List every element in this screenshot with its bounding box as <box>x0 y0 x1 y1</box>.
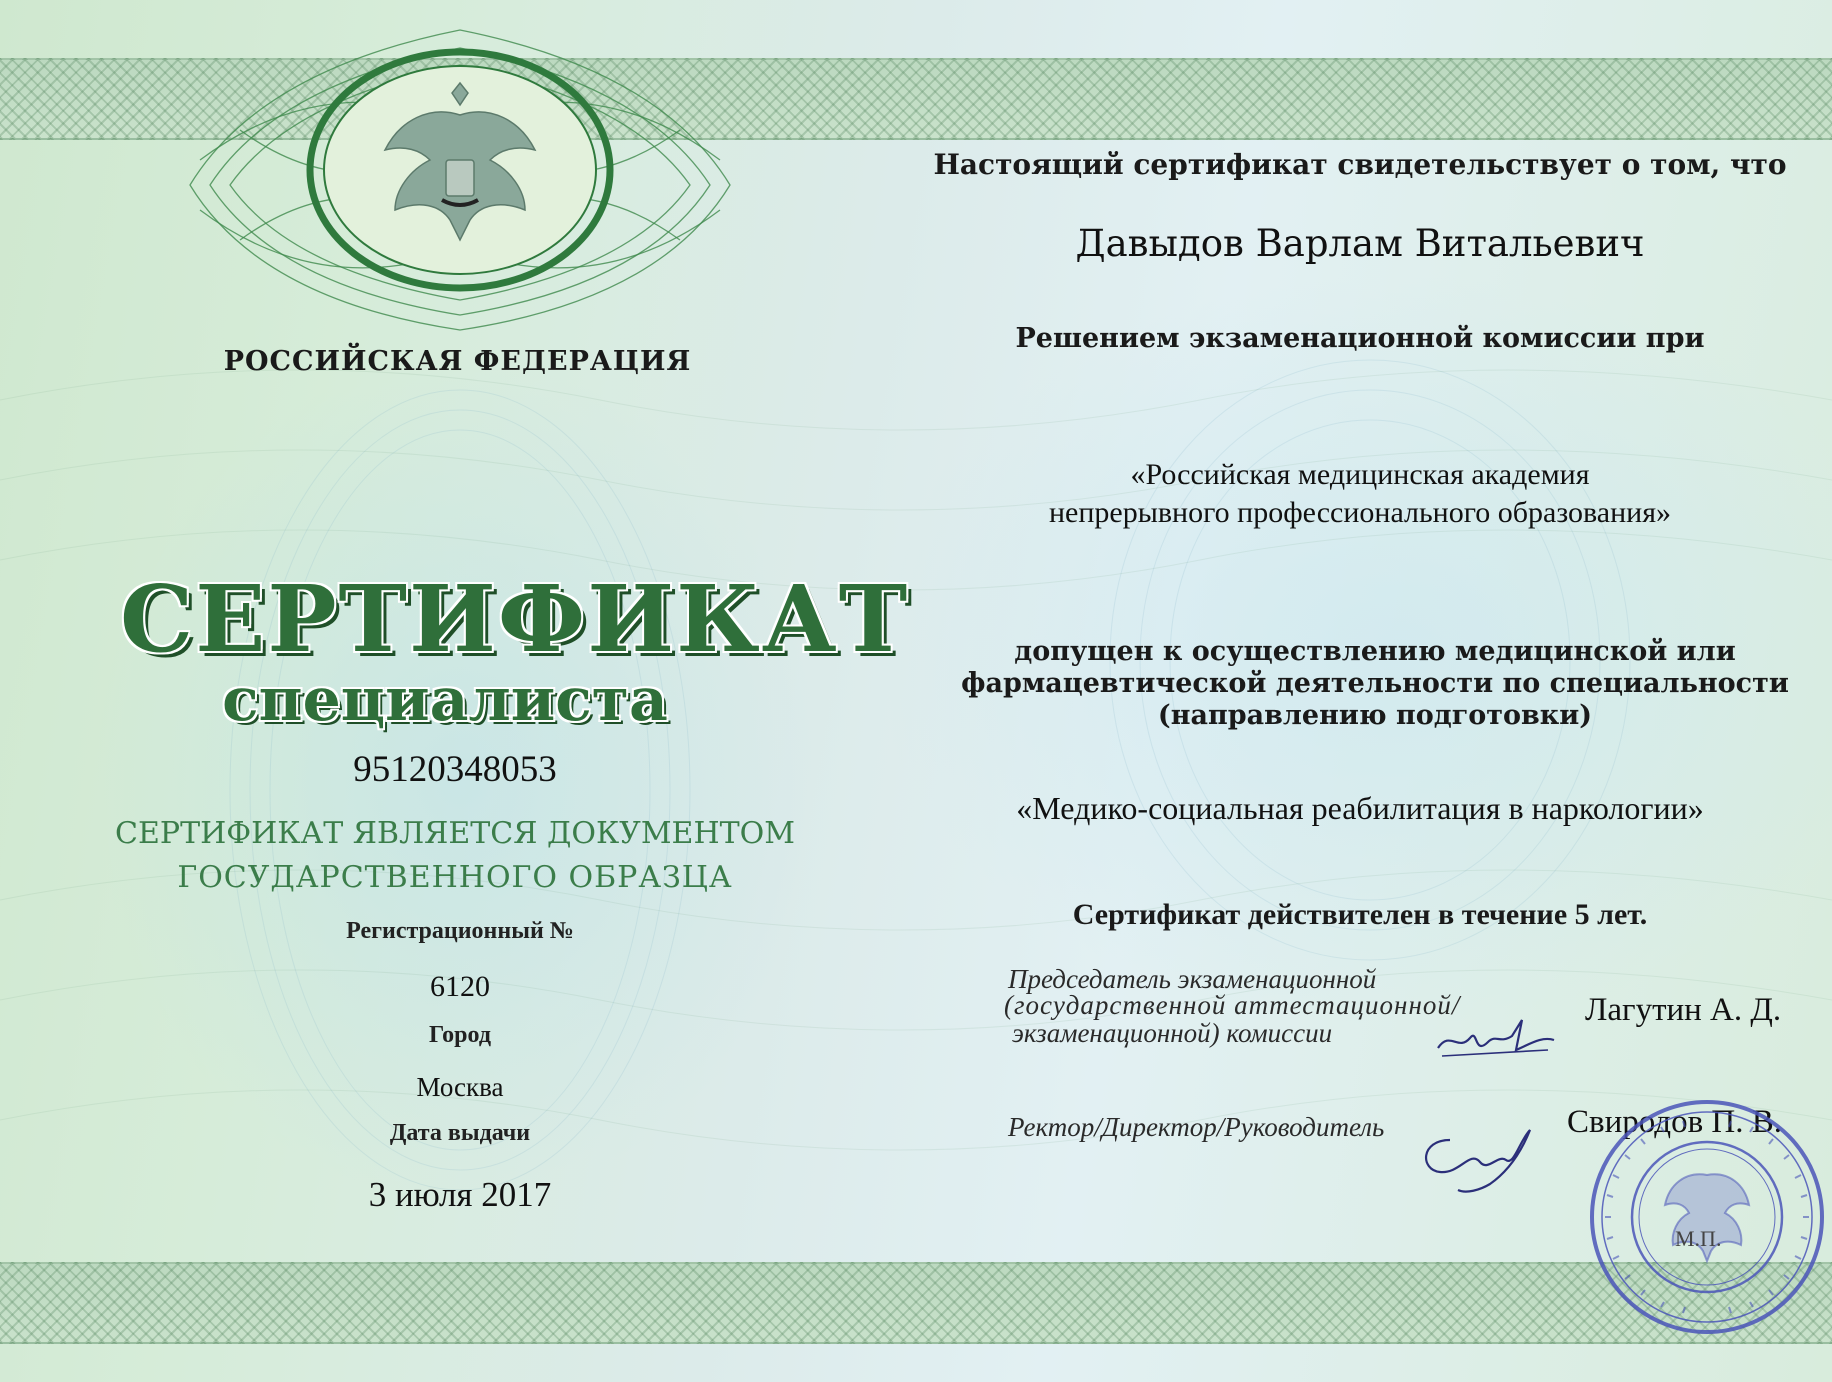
admission-text-line3: (направлению подготовки) <box>1157 700 1593 731</box>
registration-label: Регистрационный № <box>346 918 574 944</box>
city-value: Москва <box>416 1072 504 1102</box>
rector-signature-icon <box>1410 1110 1540 1200</box>
chair-signature-icon <box>1430 1000 1560 1070</box>
commission-decision: Решением экзаменационной комиссии при <box>1015 323 1705 354</box>
registration-number: 6120 <box>430 970 490 1003</box>
seal-place-mark: М.П. <box>1675 1226 1722 1251</box>
official-seal-icon <box>1585 1095 1830 1340</box>
bottom-ornamental-band <box>0 1262 1832 1344</box>
admission-text-line2: фармацевтической деятельности по специальности <box>961 668 1789 699</box>
certificate-subtitle: специалиста <box>222 665 668 735</box>
chair-title-line3: экзаменационной) комиссии <box>1012 1018 1333 1048</box>
intro-statement: Настоящий сертификат свидетельствует о том, что <box>933 148 1787 181</box>
rector-title: Ректор/Директор/Руководитель <box>1008 1112 1385 1142</box>
chair-name: Лагутин А. Д. <box>1585 992 1782 1028</box>
chair-title-line1: Председатель экзаменационной <box>1008 964 1377 994</box>
organization-name-line1: «Российская медицинская академия <box>1130 458 1590 491</box>
certificate-title: СЕРТИФИКАТ <box>120 565 910 673</box>
state-document-notice-line1: СЕРТИФИКАТ ЯВЛЯЕТСЯ ДОКУМЕНТОМ <box>115 816 795 851</box>
validity-period: Сертификат действителен в течение 5 лет. <box>1072 898 1648 931</box>
city-label: Город <box>429 1022 491 1048</box>
state-document-notice-line2: ГОСУДАРСТВЕННОГО ОБРАЗЦА <box>177 860 733 895</box>
issue-date-value: 3 июля 2017 <box>368 1175 552 1214</box>
country-name: РОССИЙСКАЯ ФЕДЕРАЦИЯ <box>223 346 692 377</box>
rector-name: Свиродов П. В. <box>1567 1104 1783 1140</box>
holder-name: Давыдов Варлам Витальевич <box>1075 222 1645 265</box>
chair-title-line2: (государственной аттестационной/ <box>1004 990 1461 1020</box>
russian-coat-of-arms-icon <box>180 10 740 340</box>
admission-text-line1: допущен к осуществлению медицинской или <box>1014 636 1736 667</box>
certificate-number: 95120348053 <box>353 749 557 790</box>
organization-name-line2: непрерывного профессионального образования» <box>1048 496 1672 529</box>
specialty-name: «Медико-социальная реабилитация в наркологии» <box>1016 790 1704 826</box>
issue-date-label: Дата выдачи <box>389 1120 531 1146</box>
